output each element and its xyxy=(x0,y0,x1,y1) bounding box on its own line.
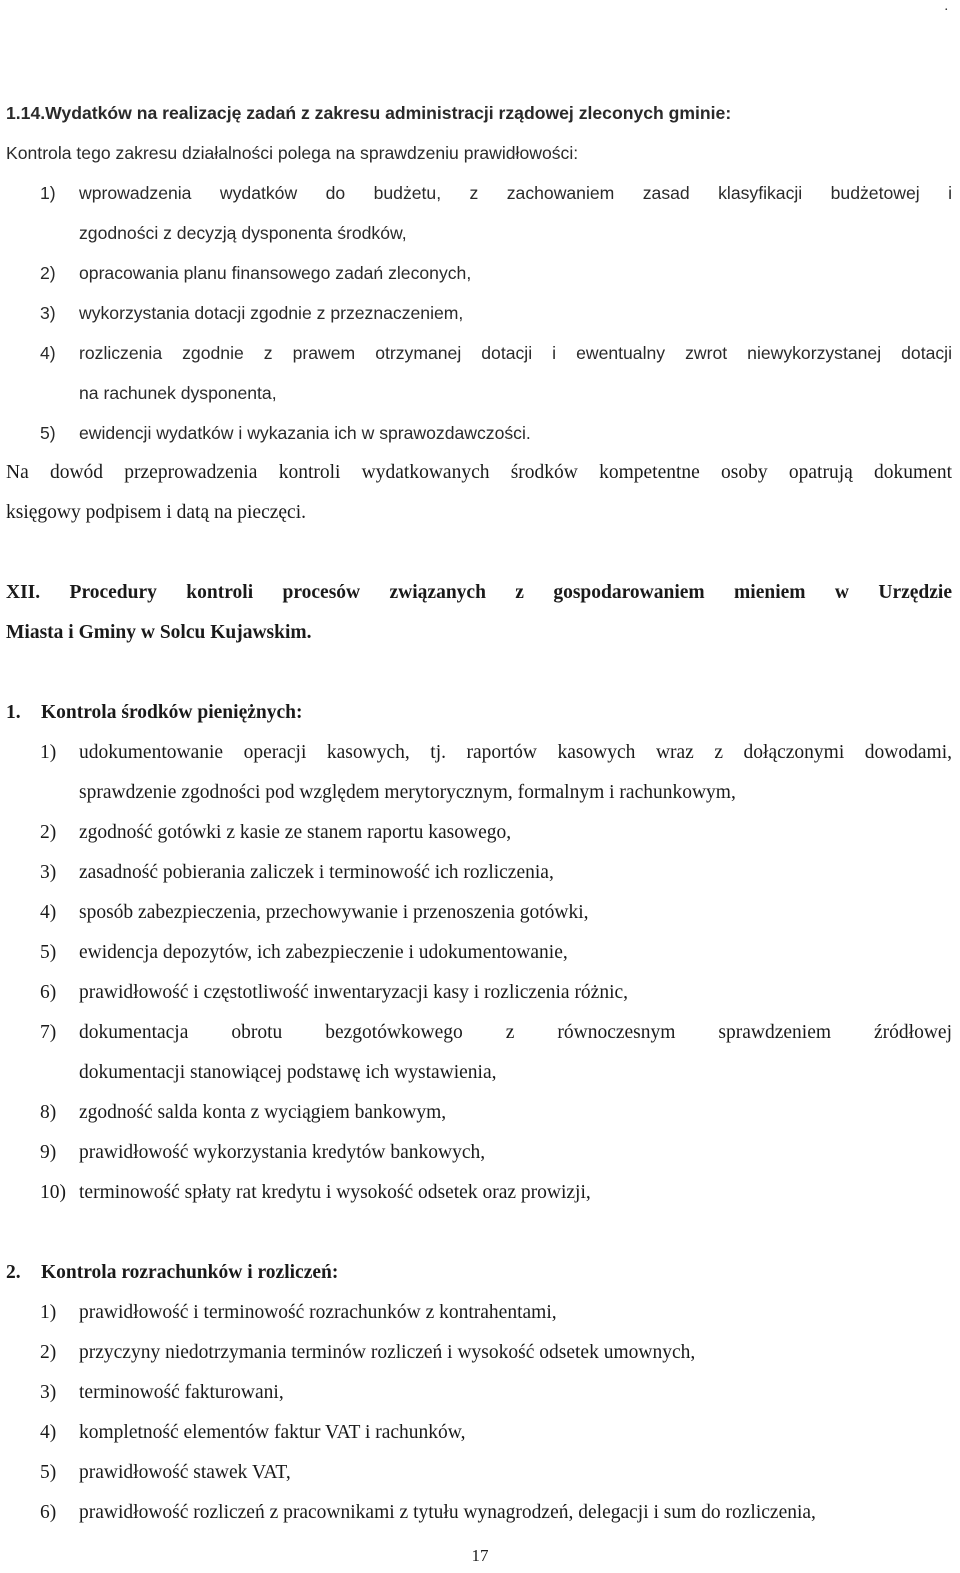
list-text: rozliczenia zgodnie z prawem otrzymanej dotacji i ewentualny zwrot niewykorzystanej dotacji xyxy=(79,343,952,363)
section-heading-1-14 xyxy=(6,93,952,133)
list-item xyxy=(6,853,952,893)
subsection-2-heading xyxy=(6,1253,952,1293)
heading-title: Wydatków na realizację zadań z zakresu administracji rządowej zleconych gminie: xyxy=(45,103,732,123)
list-item xyxy=(6,933,952,973)
list-text: sposób zabezpieczenia, przechowywanie i przenoszenia gotówki, xyxy=(79,902,589,923)
page-number: 17 xyxy=(471,1546,489,1565)
list-item xyxy=(6,813,952,853)
list-item xyxy=(6,973,952,1013)
list-text: terminowość fakturowani, xyxy=(79,1382,284,1403)
list-number: 5) xyxy=(40,1462,57,1483)
section-xii-title-line2: Miasta i Gminy w Solcu Kujawskim. xyxy=(6,622,312,643)
list-number: 2) xyxy=(40,263,56,283)
list-text: przyczyny niedotrzymania terminów rozliczeń i wysokość odsetek umownych, xyxy=(79,1342,696,1363)
list-text: ewidencji wydatków i wykazania ich w sprawozdawczości. xyxy=(79,423,531,443)
list-number: 1) xyxy=(40,742,57,763)
list-number: 7) xyxy=(40,1022,57,1043)
list-text: udokumentowanie operacji kasowych, tj. raportów kasowych wraz z dołączonymi dowodami, xyxy=(79,742,952,763)
list-text: prawidłowość i terminowość rozrachunków z kontrahentami, xyxy=(79,1302,557,1323)
list-item xyxy=(6,1413,952,1453)
list-text: opracowania planu finansowego zadań zleconych, xyxy=(79,263,472,283)
list-text: zgodność gotówki z kasie ze stanem raportu kasowego, xyxy=(79,822,512,843)
subsection-1-heading xyxy=(6,693,952,733)
list-item xyxy=(6,1493,952,1533)
list-number: 5) xyxy=(40,423,56,443)
list-number: 1) xyxy=(40,183,56,203)
list-item xyxy=(6,413,952,453)
section-xii-title: Procedury kontroli procesów związanych z gospodarowaniem mieniem w Urzędzie xyxy=(69,582,952,603)
list-number: 10) xyxy=(40,1182,66,1203)
list-item xyxy=(6,1333,952,1373)
list-text: prawidłowość wykorzystania kredytów bankowych, xyxy=(79,1142,486,1163)
list-text: wprowadzenia wydatków do budżetu, z zachowaniem zasad klasyfikacji budżetowej i xyxy=(79,183,952,203)
list-number: 4) xyxy=(40,902,57,923)
list-number: 2) xyxy=(40,1342,57,1363)
list-text: prawidłowość i częstotliwość inwentaryzacji kasy i rozliczenia różnic, xyxy=(79,982,629,1003)
list-continuation: zgodności z decyzją dysponenta środków, xyxy=(79,223,407,243)
list-continuation: dokumentacji stanowiącej podstawę ich wystawienia, xyxy=(79,1062,497,1083)
subsection-number: 2. xyxy=(6,1262,21,1283)
list-continuation: na rachunek dysponenta, xyxy=(79,383,277,403)
list-text: prawidłowość stawek VAT, xyxy=(79,1462,291,1483)
closing-paragraph-line: księgowy podpisem i datą na pieczęci. xyxy=(6,502,306,523)
list-text: zasadność pobierania zaliczek i terminowość ich rozliczenia, xyxy=(79,862,554,883)
list-item xyxy=(6,1013,952,1053)
list-item xyxy=(6,1093,952,1133)
section-xii-heading xyxy=(6,573,952,613)
list-number: 3) xyxy=(40,303,56,323)
list-number: 3) xyxy=(40,1382,57,1403)
list-continuation: sprawdzenie zgodności pod względem merytorycznym, formalnym i rachunkowym, xyxy=(79,782,736,803)
closing-paragraph-line: Na dowód przeprowadzenia kontroli wydatkowanych środków kompetentne osoby opatrują dokument xyxy=(6,462,952,483)
section-xii-number: XII. xyxy=(6,582,41,603)
list-item xyxy=(6,1293,952,1333)
list-text: dokumentacja obrotu bezgotówkowego z równoczesnym sprawdzeniem źródłowej xyxy=(79,1022,952,1043)
list-item xyxy=(6,733,952,773)
intro-paragraph: Kontrola tego zakresu działalności polega na sprawdzeniu prawidłowości: xyxy=(6,143,579,163)
list-item xyxy=(6,333,952,373)
list-number: 2) xyxy=(40,822,57,843)
list-text: ewidencja depozytów, ich zabezpieczenie i udokumentowanie, xyxy=(79,942,568,963)
list-number: 6) xyxy=(40,982,57,1003)
corner-mark: . xyxy=(944,0,948,14)
list-item xyxy=(6,1373,952,1413)
list-number: 6) xyxy=(40,1502,57,1523)
list-text: kompletność elementów faktur VAT i rachunków, xyxy=(79,1422,466,1443)
list-item xyxy=(6,293,952,333)
list-number: 4) xyxy=(40,1422,57,1443)
document-body xyxy=(6,93,952,1533)
list-text: wykorzystania dotacji zgodnie z przeznaczeniem, xyxy=(79,303,464,323)
heading-number: 1.14. xyxy=(6,103,46,123)
list-text: prawidłowość rozliczeń z pracownikami z tytułu wynagrodzeń, delegacji i sum do rozliczenia, xyxy=(79,1502,816,1523)
subsection-title: Kontrola środków pieniężnych: xyxy=(41,702,303,723)
list-text: zgodność salda konta z wyciągiem bankowym, xyxy=(79,1102,447,1123)
list-item xyxy=(6,1133,952,1173)
list-item xyxy=(6,1173,952,1213)
list-item xyxy=(6,1453,952,1493)
list-item xyxy=(6,173,952,213)
list-item xyxy=(6,893,952,933)
list-number: 1) xyxy=(40,1302,57,1323)
list-number: 9) xyxy=(40,1142,57,1163)
list-number: 5) xyxy=(40,942,57,963)
list-item xyxy=(6,253,952,293)
list-number: 8) xyxy=(40,1102,57,1123)
subsection-title: Kontrola rozrachunków i rozliczeń: xyxy=(41,1262,339,1283)
subsection-number: 1. xyxy=(6,702,21,723)
list-number: 3) xyxy=(40,862,57,883)
list-number: 4) xyxy=(40,343,56,363)
list-text: terminowość spłaty rat kredytu i wysokość odsetek oraz prowizji, xyxy=(79,1182,591,1203)
